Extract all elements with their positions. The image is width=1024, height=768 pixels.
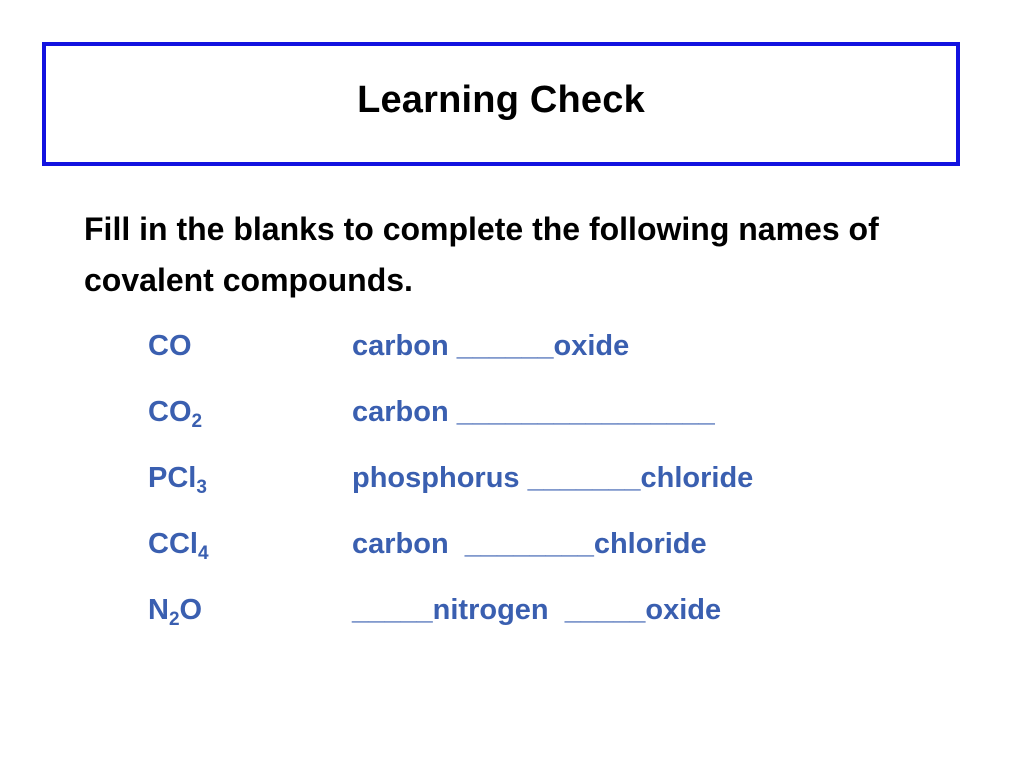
compound-name-blank: phosphorus _______chloride (352, 462, 754, 494)
compound-formula: $CO_2$ (148, 396, 203, 432)
subscript: 2 (191, 411, 203, 432)
compound-formula: CO (148, 330, 192, 362)
compound-name-blank: carbon ________chloride (352, 528, 707, 560)
subscript: 3 (196, 477, 207, 498)
slide-title: Learning Check (357, 78, 645, 121)
subscript: 4 (197, 543, 209, 564)
compound-formula: $N_2O$ (148, 594, 203, 630)
compound-name-blank: carbon ______oxide (352, 330, 630, 362)
compound-formula: PCl$_3$ (148, 462, 207, 498)
subscript: 2 (168, 609, 180, 630)
instructions-text: Fill in the blanks to complete the following names of covalent compounds. (84, 211, 879, 298)
compound-name-blank: carbon ________________ (352, 396, 715, 428)
title-box (42, 42, 960, 166)
compound-formula: CCl$_4$ (148, 528, 209, 564)
compound-name-blank: _____nitrogen _____oxide (352, 594, 722, 626)
